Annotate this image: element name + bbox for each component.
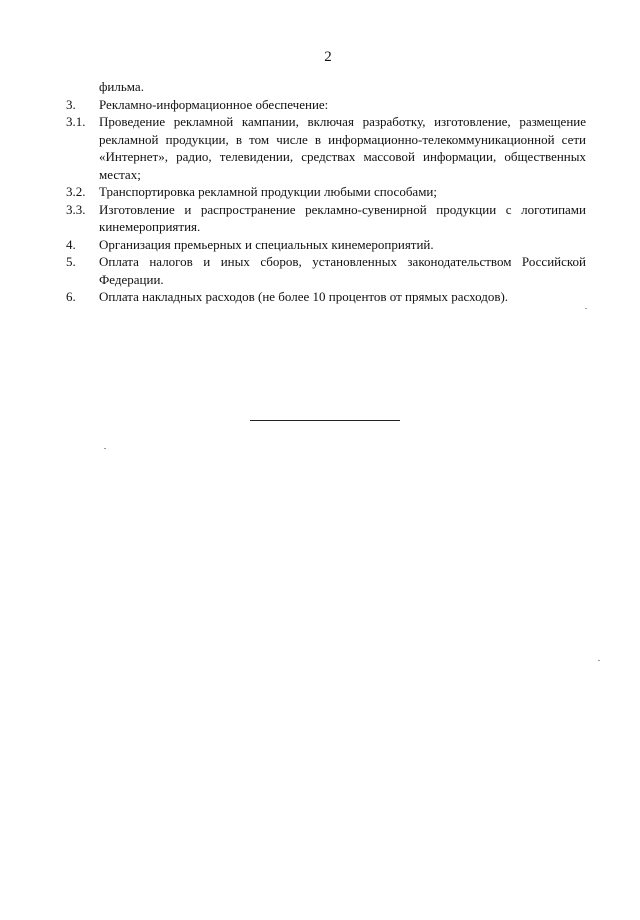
list-item-3-2: [66, 183, 586, 201]
scan-speck: [104, 448, 106, 449]
list-item-3-3: [66, 201, 586, 236]
list-item-4: [66, 236, 586, 254]
list-item-3-1: [66, 113, 586, 183]
item-text: Изготовление и распространение рекламно-сувенирной продукции с логотипами кинемероприятия.: [99, 201, 586, 234]
scan-speck: [598, 660, 600, 661]
item-number: 6.: [66, 289, 76, 304]
list-item-6: [66, 288, 586, 306]
item-text: Рекламно-информационное обеспечение:: [99, 96, 329, 112]
item-number: 3.: [66, 96, 76, 112]
item-number: 3.3.: [66, 201, 86, 217]
item-number: 3.1.: [66, 114, 86, 129]
item-text: Транспортировка рекламной продукции любыми способами;: [99, 184, 437, 199]
document-body: [66, 78, 586, 306]
page-number: 2: [324, 49, 332, 65]
item-number: 3.2.: [66, 184, 86, 199]
item-text: Оплата накладных расходов (не более 10 процентов от прямых расходов).: [99, 289, 509, 304]
scan-speck: [585, 308, 587, 309]
item-text: Организация премьерных и специальных кинемероприятий.: [99, 236, 434, 252]
list-item-5: [66, 253, 586, 288]
continuation-text: фильма.: [99, 79, 144, 94]
item-number: 4.: [66, 236, 76, 252]
item-text: Проведение рекламной кампании, включая разработку, изготовление, размещение рекламной продукции, в том числе в информационно-телекоммуникационной сети «Интернет», радио, телевидении, средствах массовой информации, общественных местах;: [99, 114, 586, 182]
item-number: 5.: [66, 254, 76, 269]
end-divider-line: [250, 420, 400, 421]
item-text: Оплата налогов и иных сборов, установленных законодательством Российской Федерации.: [99, 254, 586, 287]
list-item-3: [66, 96, 586, 114]
